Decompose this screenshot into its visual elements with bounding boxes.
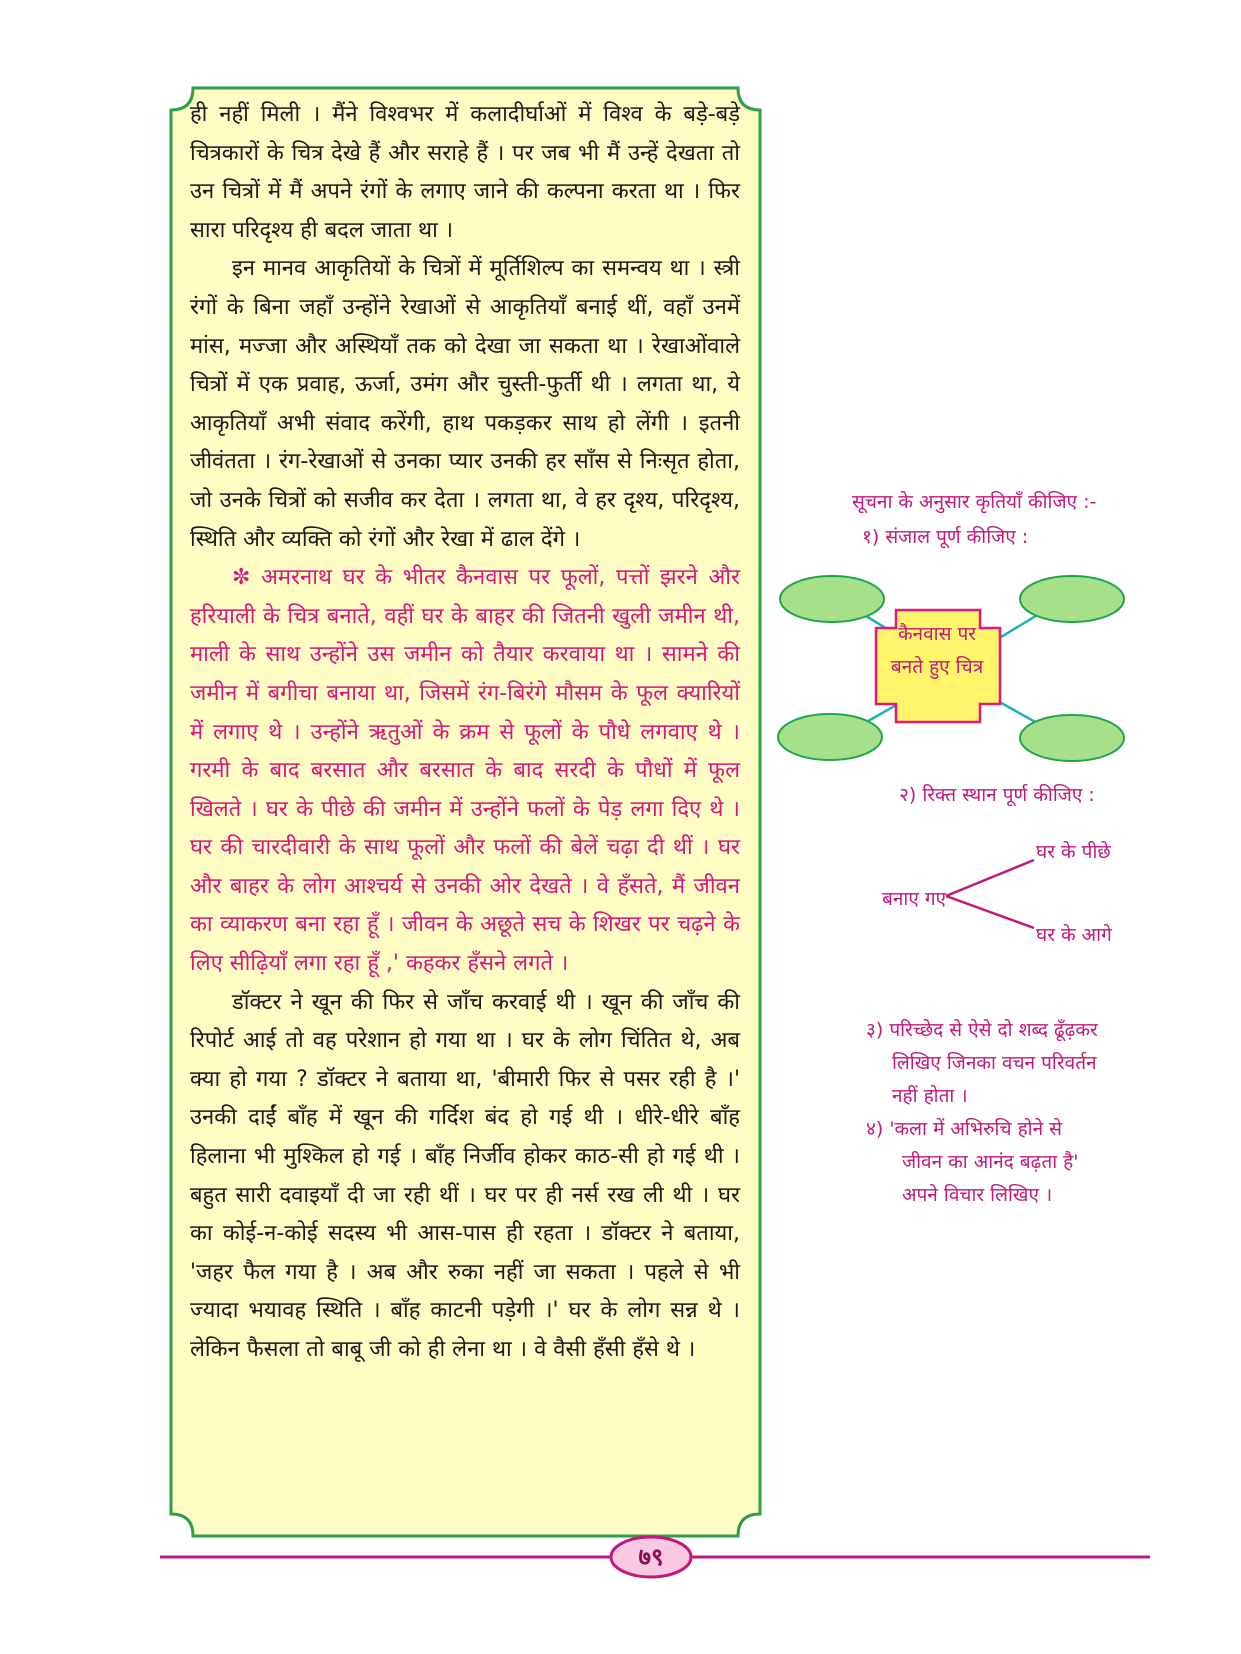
web-ellipse-bottom-left[interactable] bbox=[778, 714, 882, 760]
question-3: ३) परिच्छेद से ऐसे दो शब्द ढूँढ़कर लिखिए जिनका वचन परिवर्तन नहीं होता । bbox=[866, 1019, 1098, 1107]
story-paragraph-4: डॉक्टर ने खून की फिर से जाँच करवाई थी । खून की जाँच की रिपोर्ट आई तो वह परेशान हो गया था । घर के लोग चिंतित थे, अब क्या हो गया ? डॉक्टर ने बताया था, 'बीमारी फिर से पसर रही है ।' उनकी दाईं बाँह में खून की गर्दिश बंद हो गई थी । धीरे-धीरे बाँह हिलाना भी मुश्किल हो गई । बाँह निर्जीव होकर काठ-सी हो गई थी । बहुत सारी दवाइयाँ दी जा रही थीं । घर पर ही नर्स रख ली थी । घर का कोई-न-कोई सदस्य भी आस-पास ही रहता । डॉक्टर ने बताया, 'जहर फैल गया है । अब और रुका नहीं जा सकता । पहले से भी ज्यादा भयावह स्थिति । बाँह काटनी पड़ेगी ।' घर के लोग सन्न थे । लेकिन फैसला तो बाबू जी को ही लेना था । वे वैसी हँसी हँसे थे । bbox=[190, 989, 740, 1362]
tree-root-label: बनाए गए bbox=[882, 888, 947, 910]
activities-heading: सूचना के अनुसार कृतियाँ कीजिए :- bbox=[852, 491, 1097, 513]
tree-branch-top: घर के पीछे bbox=[1036, 841, 1111, 863]
question-1: १) संजाल पूर्ण कीजिए : bbox=[862, 526, 1029, 548]
web-ellipse-top-right[interactable] bbox=[1020, 576, 1124, 622]
story-text bbox=[190, 96, 740, 1370]
story-paragraph-3-highlighted: ✼ अमरनाथ घर के भीतर कैनवास पर फूलों, पत्तों झरने और हरियाली के चित्र बनाते, वहीं घर के बाहर की जितनी खुली जमीन थी, माली के साथ उन्होंने उस जमीन को तैयार करवाया था । सामने की जमीन में बगीचा बनाया था, जिसमें रंग-बिरंगे मौसम के फूल क्यारियों में लगाए थे । उन्होंने ऋतुओं के क्रम से फूलों के पौधे लगवाए थे । गरमी के बाद बरसात और बरसात के बाद सरदी के पौधों में फूल खिलते । घर के पीछे की जमीन में उन्होंने फलों के पेड़ लगा दिए थे । घर की चारदीवारी के साथ फूलों और फलों की बेलें चढ़ा दी थीं । घर और बाहर के लोग आश्चर्य से उनकी ओर देखते । वे हँसते, मैं जीवन का व्याकरण बना रहा हूँ । जीवन के अछूते सच के शिखर पर चढ़ने के लिए सीढ़ियाँ लगा रहा हूँ ,' कहकर हँसने लगते । bbox=[190, 565, 740, 977]
story-paragraph-2: इन मानव आकृतियों के चित्रों में मूर्तिशिल्प का समन्वय था । स्त्री रंगों के बिना जहाँ उन्होंने रेखाओं से आकृतियाँ बनाई थीं, वहाँ उनमें मांस, मज्जा और अस्थियाँ तक को देखा जा सकता था । रेखाओंवाले चित्रों में एक प्रवाह, ऊर्जा, उमंग और चुस्ती-फुर्ती थी । लगता था, ये आकृतियाँ अभी संवाद करेंगी, हाथ पकड़कर साथ हो लेंगी । इतनी जीवंतता । रंग-रेखाओं से उनका प्यार उनकी हर साँस से निःसृत होता, जो उनके चित्रों को सजीव कर देता । लगता था, वे हर दृश्य, परिदृश्य, स्थिति और व्यक्ति को रंगों और रेखा में ढाल देंगे । bbox=[190, 256, 740, 552]
question-4: ४) 'कला में अभिरुचि होने से जीवन का आनंद बढ़ता है' अपने विचार लिखिए । bbox=[866, 1118, 1079, 1206]
fill-in-tree bbox=[946, 860, 1034, 928]
web-ellipse-bottom-right[interactable] bbox=[1020, 715, 1124, 761]
page-number: ७९ bbox=[638, 1543, 664, 1571]
tree-branch-bottom: घर के आगे bbox=[1036, 924, 1112, 946]
web-center-label: कैनवास पर बनते हुए चित्र bbox=[890, 623, 984, 678]
story-paragraph-1: ही नहीं मिली । मैंने विश्वभर में कलादीर्घाओं में विश्व के बड़े-बड़े चित्रकारों के चित्र देखे हैं और सराहे हैं । पर जब भी मैं उन्हें देखता तो उन चित्रों में मैं अपने रंगों के लगाए जाने की कल्पना करता था । फिर सारा परिदृश्य ही बदल जाता था । bbox=[190, 102, 740, 243]
question-2: २) रिक्त स्थान पूर्ण कीजिए : bbox=[899, 784, 1095, 806]
web-ellipse-top-left[interactable] bbox=[780, 576, 884, 622]
